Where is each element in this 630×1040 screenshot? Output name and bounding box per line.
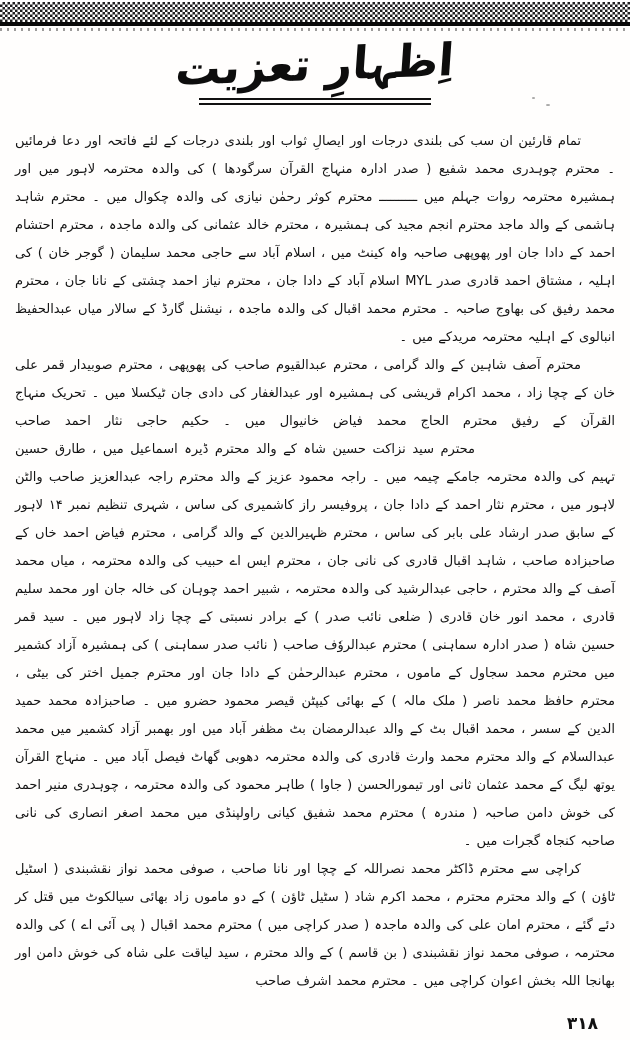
page-title-block [0, 33, 630, 105]
paragraph-condolences-3 [15, 856, 615, 996]
paragraph-condolences-1 [15, 128, 615, 352]
paragraph-condolences-2 [15, 352, 615, 856]
title-double-underline [199, 98, 431, 105]
page-number: ۳۱۸ [566, 1014, 598, 1034]
paragraph-1-text: تمام قارئین ان سب کی بلندی درجات اور ایصالِ ثواب اور بلندی درجات کے لئے فاتحہ اور دعا فرمائیں ۔ محترم چوہدری محمد شفیع ( صدر ادارہ منہاج القرآن سرگودھا ) کی والدہ محترمہ لاہور میں اور ہمشیرہ محترمہ روات جہلم میں ــــــــــ محترم کوثر رحمٰن نیازی کی والدہ چکوال میں ۔ محترم شاہد ہاشمی کے والد ماجد محترم انجم مجید کی ہمشیرہ ، محترم خالد عثمانی کی والدہ ماجدہ ، محترم احتشام احمد کے دادا جان اور پھوپھی صاحبہ واہ کینٹ میں ، اسلام آباد سے حاجی محمد سلیمان ( گوجر خان ) کی اہلیہ ، مشتاق احمد قادری صدر MYL اسلام آباد کے دادا جان ، محترم نیاز احمد چشتی کے نانا جان ، محترم محمد رفیق کی بھاوج صاحبہ ۔ محترم محمد اقبال کی والدہ ماجدہ ، نیشنل گارڈ کے سالار میاں عبدالحفیظ انبالوی کے اہلیہ محترمہ مریدکے میں ۔ [15, 134, 616, 345]
page-title: اِظہارِ تعزیت [173, 33, 457, 96]
paragraph-2-text-a: محترم آصف شاہین کے والد گرامی ، محترم عبدالقیوم صاحب کی پھوپھی ، محترم صوبیدار قمر علی خان کے چچا زاد ، محمد اکرام قریشی کی ہمشیرہ اور عبدالغفار کی دادی جان ٹیکسلا میں ۔ تحریک منہاج القرآن کے رفیق محترم الحاج محمد فیاض خانیوال میں ۔ حکیم حاجی نثار احمد صاحب [15, 358, 615, 429]
decorative-border-dots [0, 28, 630, 31]
decorative-border-rule [0, 22, 630, 26]
paragraph-3-text: کراچی سے محترم ڈاکٹر محمد نصراللہ کے چچا اور نانا صاحب ، صوفی محمد نواز نقشبندی ( اسٹیل ٹاؤن ) کے والد محترم محترم ، محمد اکرم شاد ( سٹیل ٹاؤن ) کے دو ماموں زاد بھائی سیالکوٹ میں قتل کر دئے گئے ، محترم امان علی کی والدہ ماجدہ ( صدر کراچی میں ) محترم محمد اقبال ( پی آئی اے ) کی والدہ محترمہ ، صوفی محمد نواز نقشبندی ( بن قاسم ) کے والد محترم ، سید لیاقت علی شاہ کی خوش دامن اور بھانجا اللہ بخش اعوان کراچی میں ۔ محترم محمد اشرف صاحب [15, 862, 615, 989]
decorative-halftone-border [0, 2, 630, 22]
paragraph-2-text-b: محترم سید نزاکت حسین شاہ کے والد محترم ڈیرہ اسماعیل میں ، طارق حسین تہیم کی والدہ محترمہ جامکے چیمہ میں ۔ راجہ محمود عزیز کے والد محترم راجہ عبدالعزیز صاحب والٹن لاہور میں ، محترم نثار احمد کے دادا جان ، پروفیسر راز کاشمیری کی ساس ، شہری تنظیم نمبر ۱۴ لاہور کے سابق صدر ارشاد علی بابر کی ساس ، محترم ظہیرالدین کے والد گرامی ، محترم فیاض احمد خاں کے صاحبزادہ صاحب ، شاہد اقبال قادری کی نانی جان ، محترم ایس اے حبیب کی والدہ محترمہ ، میاں محمد آصف کے والد محترم ، حاجی عبدالرشید کی والدہ محترمہ ، شبیر احمد چوہان کی خالہ جان اور محمد سلیم قادری ، محمد انور خان قادری ( ضلعی نائب صدر ) کے برادر نسبتی کے چچا زاد لاہور میں ۔ سید قمر حسین شاہ ( صدر ادارہ سماہنی ) محترم عبدالروٗف صاحب ( نائب صدر سماہنی ) کی ہمشیرہ آزاد کشمیر میں محترم محمد سجاول کے ماموں ، محترم عبدالرحمٰن کے دادا جان اور محترم جمیل اختر کی بیٹی ، محترم حافظ محمد ناصر ( ملک مالہ ) کے بھائی کیپٹن قیصر محمود حضرو میں ۔ صاحبزادہ محمد حمید الدین کے سسر ، محمد اقبال بٹ کے والد عبدالرمضان بٹ مظفر آباد میں اور بھمبر آزاد کشمیر میں محمد عبدالسلام کے والد محترم محمد وارث قادری کی والدہ محترمہ دھوبی گھاٹ فیصل آباد میں ۔ منہاج القرآن یوتھ لیگ کے محمد عثمان ثانی اور تیمورالحسن ( جاوا ) طاہر محمود کی والدہ محترمہ ، چوہدری منیر احمد کی خوش دامن صاحبہ ( مندرہ ) محترم محمد شفیق کیانی راولپنڈی میں محمد اصغر انصاری کی نانی صاحبہ کنجاہ گجرات میں ۔ [15, 442, 615, 849]
body-text-column [0, 128, 630, 1006]
